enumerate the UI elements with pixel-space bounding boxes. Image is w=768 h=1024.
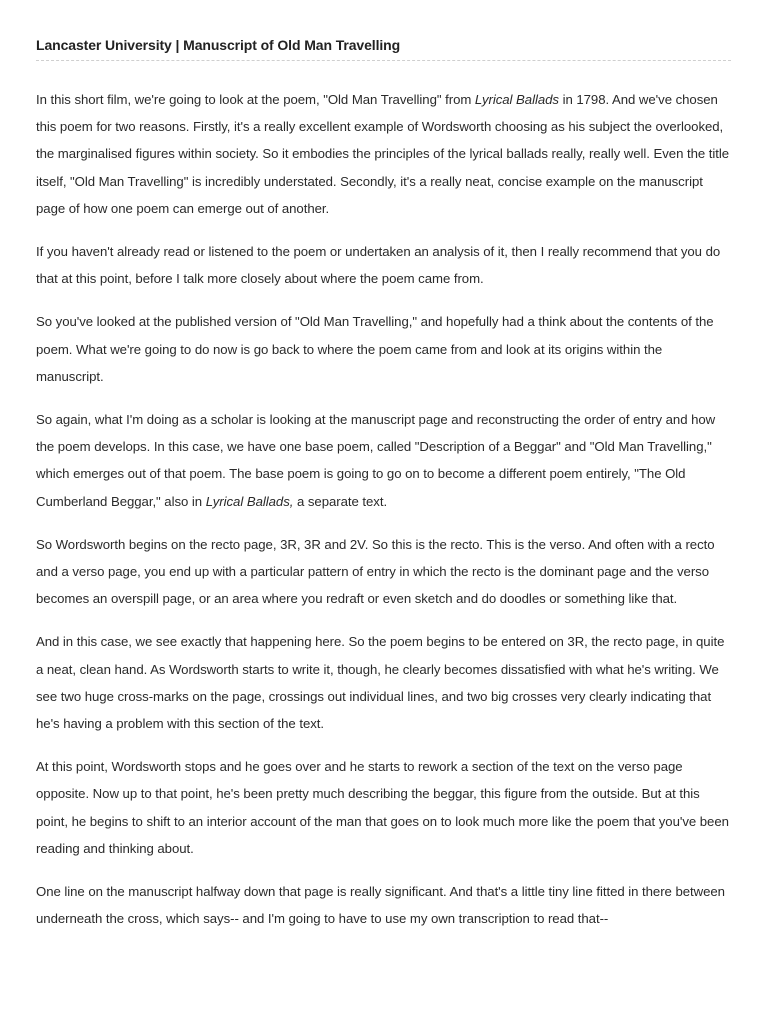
paragraph-1: In this short film, we're going to look at the poem, "Old Man Travelling" from Lyrical Ballads in 1798. And we've chosen this poem for two reasons. Firstly, it's a really excellent example of Wordsworth choosing as his subject the overlooked, the marginalised figures within society. So it embodies the principles of the lyrical ballads really, really well. Even the title itself, "Old Man Travelling" is incredibly understated. Secondly, it's a really neat, concise example on the manuscript page of how one poem can emerge out of another.: [36, 92, 730, 216]
article-body: [36, 86, 731, 932]
paragraph-3: So you've looked at the published version of "Old Man Travelling," and hopefully had a think about the contents of the poem. What we're going to do now is go back to where the poem came from and look at its origins within the manuscript.: [36, 314, 714, 384]
page-title: Lancaster University | Manuscript of Old Man Travelling: [36, 37, 401, 53]
paragraph-8: One line on the manuscript halfway down that page is really significant. And that's a little tiny line fitted in there between underneath the cross, which says-- and I'm going to have to use my own transcription to read that--: [36, 884, 725, 927]
paragraph-4: So again, what I'm doing as a scholar is looking at the manuscript page and reconstructing the order of entry and how the poem develops. In this case, we have one base poem, called "Description of a Beggar" and "Old Man Travelling," which emerges out of that poem. The base poem is going to go on to become a different poem entirely, "The Old Cumberland Beggar," also in Lyrical Ballads, a separate text.: [36, 412, 716, 509]
paragraph-6: And in this case, we see exactly that happening here. So the poem begins to be entered on 3R, the recto page, in quite a neat, clean hand. As Wordsworth starts to write it, though, he clearly becomes dissatisfied with what he's writing. We see two huge cross-marks on the page, crossings out individual lines, and two big crosses very clearly indicating that he's having a problem with this section of the text.: [36, 634, 725, 732]
paragraph-2: If you haven't already read or listened to the poem or undertaken an analysis of it, then I really recommend that you do that at this point, before I talk more closely about where the poem came from.: [36, 244, 721, 287]
italic-title: Lyrical Ballads: [474, 92, 559, 107]
paragraph-5: So Wordsworth begins on the recto page, 3R, 3R and 2V. So this is the recto. This is the verso. And often with a recto and a verso page, you end up with a particular pattern of entry in which the recto is the dominant page and the verso becomes an overspill page, or an area where you redraft or even sketch and do doodles or something like that.: [36, 536, 715, 607]
header-divider: [36, 60, 731, 61]
paragraph-7: At this point, Wordsworth stops and he goes over and he starts to rework a section of the text on the verso page opposite. Now up to that point, he's been pretty much describing the beggar, this figure from the outside. But at this point, he begins to shift to an interior account of the man that goes on to look much more like the poem that you've been reading and thinking about.: [36, 759, 729, 856]
italic-title: Lyrical Ballads,: [205, 493, 294, 509]
